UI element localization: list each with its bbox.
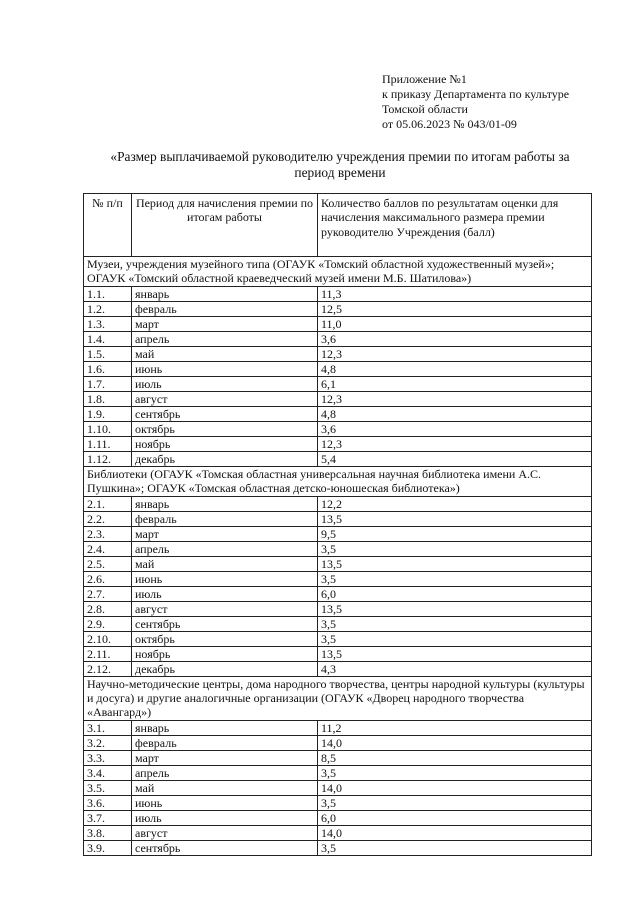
- table-row: [84, 825, 592, 840]
- row-points: 3,5: [318, 765, 592, 780]
- row-number: 3.5.: [84, 780, 132, 795]
- row-points: 12,3: [318, 391, 592, 406]
- table-header-row: [84, 194, 592, 257]
- row-number: 1.9.: [84, 406, 132, 421]
- table-row: [84, 526, 592, 541]
- row-month: июль: [132, 586, 318, 601]
- row-month: апрель: [132, 541, 318, 556]
- row-number: 3.8.: [84, 825, 132, 840]
- table-row: [84, 511, 592, 526]
- bonus-points-table: [83, 193, 592, 856]
- row-month: сентябрь: [132, 840, 318, 855]
- table-row: [84, 646, 592, 661]
- row-month: ноябрь: [132, 646, 318, 661]
- section-row: [84, 257, 592, 287]
- table-row: [84, 616, 592, 631]
- row-number: 3.7.: [84, 810, 132, 825]
- row-month: август: [132, 825, 318, 840]
- table-row: [84, 750, 592, 765]
- row-points: 4,8: [318, 361, 592, 376]
- row-month: октябрь: [132, 631, 318, 646]
- table-row: [84, 376, 592, 391]
- appendix-line: Приложение №1: [382, 72, 467, 86]
- section-title: Научно-методические центры, дома народного творчества, центры народной культуры (культуры и досуга) и другие аналогичные организации (ОГАУК «Дворец народного творчества «Авангард»): [84, 676, 592, 720]
- document-title: [60, 149, 620, 181]
- row-number: 2.11.: [84, 646, 132, 661]
- row-number: 2.2.: [84, 511, 132, 526]
- table-row: [84, 735, 592, 750]
- row-month: март: [132, 526, 318, 541]
- row-points: 12,3: [318, 346, 592, 361]
- row-number: 3.9.: [84, 840, 132, 855]
- row-month: апрель: [132, 331, 318, 346]
- header-period: Период для начисления премии по итогам работы: [132, 194, 318, 257]
- row-month: апрель: [132, 765, 318, 780]
- row-points: 4,3: [318, 661, 592, 676]
- row-month: декабрь: [132, 661, 318, 676]
- row-number: 1.12.: [84, 451, 132, 466]
- row-number: 2.3.: [84, 526, 132, 541]
- row-number: 2.8.: [84, 601, 132, 616]
- row-month: январь: [132, 720, 318, 735]
- row-month: май: [132, 346, 318, 361]
- row-points: 12,2: [318, 496, 592, 511]
- row-number: 1.1.: [84, 286, 132, 301]
- title-line: «Размер выплачиваемой руководителю учреждения премии по итогам работы за: [110, 149, 570, 164]
- row-number: 1.11.: [84, 436, 132, 451]
- table-row: [84, 346, 592, 361]
- row-points: 6,0: [318, 586, 592, 601]
- row-points: 6,1: [318, 376, 592, 391]
- row-month: март: [132, 316, 318, 331]
- row-month: ноябрь: [132, 436, 318, 451]
- row-number: 1.10.: [84, 421, 132, 436]
- row-points: 13,5: [318, 646, 592, 661]
- title-line: период времени: [294, 165, 386, 180]
- row-number: 2.12.: [84, 661, 132, 676]
- row-month: январь: [132, 496, 318, 511]
- row-points: 6,0: [318, 810, 592, 825]
- table-row: [84, 586, 592, 601]
- table-row: [84, 795, 592, 810]
- table-row: [84, 331, 592, 346]
- row-number: 3.2.: [84, 735, 132, 750]
- row-points: 11,2: [318, 720, 592, 735]
- table-row: [84, 316, 592, 331]
- row-points: 9,5: [318, 526, 592, 541]
- appendix-line: к приказу Департамента по культуре: [382, 87, 570, 101]
- row-month: сентябрь: [132, 616, 318, 631]
- row-number: 1.3.: [84, 316, 132, 331]
- row-points: 13,5: [318, 511, 592, 526]
- appendix-header: [382, 72, 569, 132]
- table-row: [84, 391, 592, 406]
- table-row: [84, 601, 592, 616]
- table-row: [84, 421, 592, 436]
- row-month: октябрь: [132, 421, 318, 436]
- table-row: [84, 780, 592, 795]
- row-points: 12,5: [318, 301, 592, 316]
- row-points: 14,0: [318, 825, 592, 840]
- table-row: [84, 765, 592, 780]
- row-number: 2.5.: [84, 556, 132, 571]
- row-points: 12,3: [318, 436, 592, 451]
- table-row: [84, 496, 592, 511]
- row-month: декабрь: [132, 451, 318, 466]
- section-row: [84, 466, 592, 496]
- section-title: Музеи, учреждения музейного типа (ОГАУК «Томский областной художественный музей»; ОГАУК «Томский областной краеведческий музей имени М.Б. Шатилова»): [84, 257, 592, 287]
- row-number: 1.2.: [84, 301, 132, 316]
- row-number: 1.6.: [84, 361, 132, 376]
- row-month: июнь: [132, 361, 318, 376]
- row-number: 3.4.: [84, 765, 132, 780]
- row-month: февраль: [132, 301, 318, 316]
- table-row: [84, 556, 592, 571]
- row-points: 3,5: [318, 631, 592, 646]
- row-month: февраль: [132, 511, 318, 526]
- row-number: 1.8.: [84, 391, 132, 406]
- section-row: [84, 676, 592, 720]
- section-title: Библиотеки (ОГАУК «Томская областная универсальная научная библиотека имени А.С. Пушкина»; ОГАУК «Томская областная детско-юношеская библиотека»): [84, 466, 592, 496]
- table-row: [84, 840, 592, 855]
- row-points: 11,0: [318, 316, 592, 331]
- row-points: 3,5: [318, 795, 592, 810]
- row-month: май: [132, 556, 318, 571]
- row-points: 3,5: [318, 541, 592, 556]
- header-points: Количество баллов по результатам оценки для начисления максимального размера премии руководителю Учреждения (балл): [318, 194, 592, 257]
- row-month: июль: [132, 376, 318, 391]
- appendix-line: Томской области: [382, 102, 468, 116]
- row-points: 3,6: [318, 331, 592, 346]
- row-month: сентябрь: [132, 406, 318, 421]
- table-row: [84, 541, 592, 556]
- row-points: 3,5: [318, 616, 592, 631]
- row-number: 2.10.: [84, 631, 132, 646]
- row-points: 14,0: [318, 780, 592, 795]
- row-number: 1.7.: [84, 376, 132, 391]
- row-points: 3,6: [318, 421, 592, 436]
- row-points: 8,5: [318, 750, 592, 765]
- row-points: 5,4: [318, 451, 592, 466]
- row-number: 2.7.: [84, 586, 132, 601]
- row-month: март: [132, 750, 318, 765]
- row-points: 4,8: [318, 406, 592, 421]
- appendix-line: от 05.06.2023 № 043/01-09: [382, 117, 517, 131]
- table-row: [84, 436, 592, 451]
- row-month: июнь: [132, 795, 318, 810]
- row-points: 11,3: [318, 286, 592, 301]
- table-row: [84, 451, 592, 466]
- table-row: [84, 406, 592, 421]
- table-row: [84, 286, 592, 301]
- table-row: [84, 661, 592, 676]
- row-month: август: [132, 601, 318, 616]
- row-points: 3,5: [318, 571, 592, 586]
- row-number: 3.6.: [84, 795, 132, 810]
- row-points: 14,0: [318, 735, 592, 750]
- table-row: [84, 631, 592, 646]
- row-number: 1.5.: [84, 346, 132, 361]
- row-points: 13,5: [318, 556, 592, 571]
- row-month: февраль: [132, 735, 318, 750]
- row-month: май: [132, 780, 318, 795]
- table-row: [84, 810, 592, 825]
- table-row: [84, 571, 592, 586]
- row-number: 3.3.: [84, 750, 132, 765]
- table-row: [84, 361, 592, 376]
- row-number: 2.9.: [84, 616, 132, 631]
- row-number: 2.1.: [84, 496, 132, 511]
- table-row: [84, 720, 592, 735]
- row-number: 3.1.: [84, 720, 132, 735]
- table-row: [84, 301, 592, 316]
- row-month: июль: [132, 810, 318, 825]
- row-number: 1.4.: [84, 331, 132, 346]
- row-month: январь: [132, 286, 318, 301]
- header-number: № п/п: [84, 194, 132, 257]
- row-month: август: [132, 391, 318, 406]
- row-points: 3,5: [318, 840, 592, 855]
- row-month: июнь: [132, 571, 318, 586]
- row-number: 2.4.: [84, 541, 132, 556]
- row-number: 2.6.: [84, 571, 132, 586]
- row-points: 13,5: [318, 601, 592, 616]
